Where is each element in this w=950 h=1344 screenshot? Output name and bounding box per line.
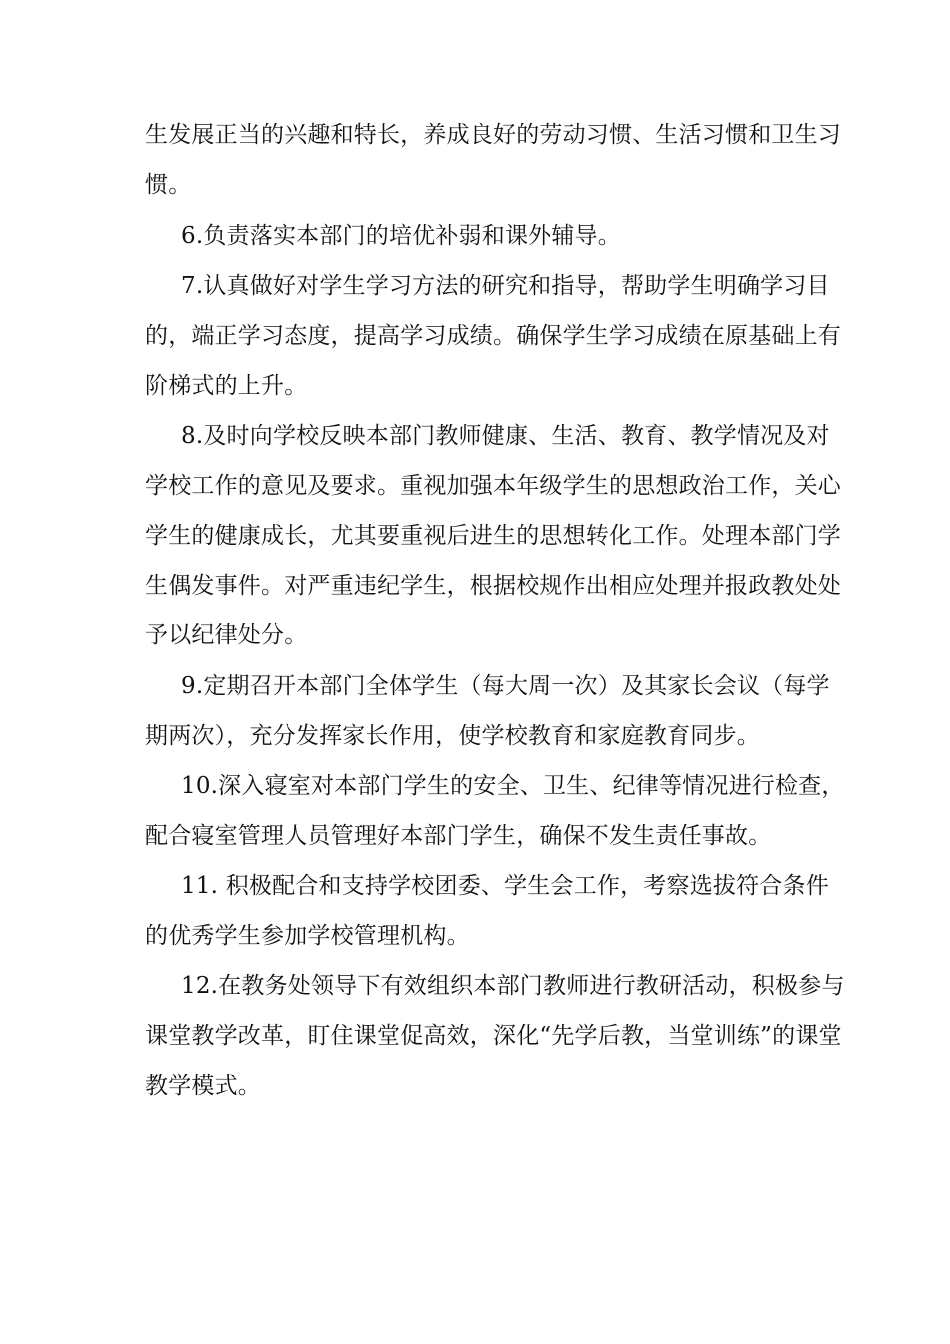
text-line: 配合寝室管理人员管理好本部门学生，确保不发生责任事故。 <box>145 823 772 849</box>
text-line: 期两次），充分发挥家长作用，使学校教育和家庭教育同步。 <box>145 723 760 749</box>
text-line: 惯。 <box>145 172 192 198</box>
text-line: 予以纪律处分。 <box>145 622 308 648</box>
text-line: 生发展正当的兴趣和特长，养成良好的劳动习惯、生活习惯和卫生习 <box>145 122 841 148</box>
text-line: 的，端正学习态度，提高学习成绩。确保学生学习成绩在原基础上有 <box>145 323 841 349</box>
paragraph-7: 7.认真做好对学生学习方法的研究和指导，帮助学生明确学习目 <box>181 273 830 299</box>
text-line: 学生的健康成长，尤其要重视后进生的思想转化工作。处理本部门学 <box>145 523 841 549</box>
paragraph-11: 11. 积极配合和支持学校团委、学生会工作，考察选拔符合条件 <box>181 873 829 899</box>
paragraph-8: 8.及时向学校反映本部门教师健康、生活、教育、教学情况及对 <box>181 423 830 449</box>
paragraph-12: 12.在教务处领导下有效组织本部门教师进行教研活动，积极参与 <box>181 973 845 999</box>
text-line: 阶梯式的上升。 <box>145 373 308 399</box>
text-line: 的优秀学生参加学校管理机构。 <box>145 923 470 949</box>
text-line: 教学模式。 <box>145 1073 261 1099</box>
paragraph-9: 9.定期召开本部门全体学生（每大周一次）及其家长会议（每学 <box>181 673 830 699</box>
text-line: 课堂教学改革，盯住课堂促高效，深化“先学后教，当堂训练”的课堂 <box>145 1023 842 1049</box>
paragraph-10: 10.深入寝室对本部门学生的安全、卫生、纪律等情况进行检查， <box>181 773 845 799</box>
text-line: 学校工作的意见及要求。重视加强本年级学生的思想政治工作，关心 <box>145 473 841 499</box>
text-line: 生偶发事件。对严重违纪学生，根据校规作出相应处理并报政教处处 <box>145 573 841 599</box>
paragraph-6: 6.负责落实本部门的培优补弱和课外辅导。 <box>181 223 621 249</box>
